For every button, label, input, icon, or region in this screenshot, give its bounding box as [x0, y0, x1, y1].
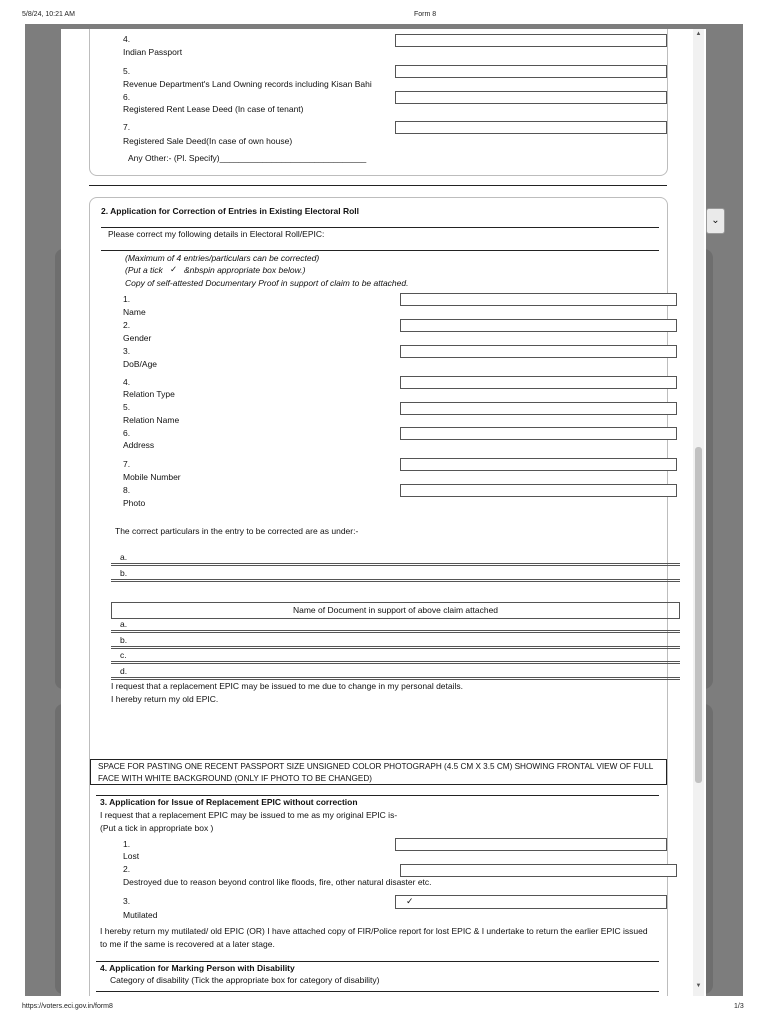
field-number: 1. [123, 294, 131, 304]
field-number: 3. [123, 346, 131, 356]
form-sheet [61, 29, 706, 996]
correct-input-b[interactable] [111, 579, 680, 582]
field-label-photo: Photo [123, 498, 146, 508]
put-tick-text: (Put a tick in appropriate box ) [100, 823, 214, 833]
print-datetime: 5/8/24, 10:21 AM [22, 11, 75, 18]
field-label-address: Address [123, 440, 155, 450]
return-epic-text-line1: I hereby return my mutilated/ old EPIC (OR) I have attached copy of FIR/Police report for lost EPIC & I undertake to return the earlier EPIC issued [100, 926, 648, 936]
relation-type-checkbox-field[interactable] [400, 376, 677, 389]
photo-instruction-line2: FACE WITH WHITE BACKGROUND (ONLY IF PHOTO TO BE CHANGED) [98, 774, 373, 783]
divider [96, 795, 659, 796]
section4-title: 4. Application for Marking Person with Disability [100, 963, 295, 973]
max-entries-note: (Maximum of 4 entries/particulars can be corrected) [125, 253, 320, 263]
doc-item-label: Registered Sale Deed(In case of own house) [123, 136, 293, 146]
doc-sale-deed-input[interactable] [395, 121, 667, 134]
field-number: 8. [123, 485, 131, 495]
doc-item-number: 7. [123, 122, 131, 132]
scrollbar-thumb[interactable] [695, 447, 702, 783]
doc-support-item-b: b. [120, 635, 128, 645]
return-epic-text-line2: to me if the same is recovered at a later stage. [100, 939, 275, 949]
scroll-up-icon[interactable]: ▲ [695, 31, 702, 37]
dob-checkbox-field[interactable] [400, 345, 677, 358]
option-number: 2. [123, 864, 131, 874]
field-label-mobile: Mobile Number [123, 472, 181, 482]
option-label-mutilated: Mutilated [123, 910, 158, 920]
proof-note: Copy of self-attested Documentary Proof in support of claim to be attached. [125, 278, 409, 288]
doc-item-label: Revenue Department's Land Owning records including Kisan Bahi [123, 79, 372, 89]
doc-item-label: Indian Passport [123, 47, 183, 57]
dropdown-chevron-icon[interactable]: ⌄ [706, 208, 725, 234]
doc-rent-deed-input[interactable] [395, 91, 667, 104]
print-page-number: 1/3 [734, 1003, 744, 1010]
field-number: 7. [123, 459, 131, 469]
photo-checkbox-field[interactable] [400, 484, 677, 497]
divider [101, 250, 659, 251]
lost-checkbox[interactable] [395, 838, 667, 851]
doc-support-input-d[interactable] [111, 677, 680, 680]
doc-support-input-a[interactable] [111, 630, 680, 633]
correct-item-a: a. [120, 552, 128, 562]
correct-item-b: b. [120, 568, 128, 578]
option-number: 1. [123, 839, 131, 849]
option-label-lost: Lost [123, 851, 140, 861]
doc-support-item-a: a. [120, 619, 128, 629]
field-number: 2. [123, 320, 131, 330]
mobile-checkbox-field[interactable] [400, 458, 677, 471]
option-label-destroyed: Destroyed due to reason beyond control like floods, fire, other natural disaster etc. [123, 877, 432, 887]
scroll-down-icon[interactable]: ▼ [695, 983, 702, 989]
section2-title: 2. Application for Correction of Entries in Existing Electoral Roll [101, 206, 360, 216]
replacement-epic-text: I request that a replacement EPIC may be issued to me as my original EPIC is- [100, 810, 398, 820]
doc-passport-input[interactable] [395, 34, 667, 47]
divider [101, 227, 659, 228]
relation-name-checkbox-field[interactable] [400, 402, 677, 415]
print-title: Form 8 [414, 11, 437, 18]
correct-particulars-text: The correct particulars in the entry to be corrected are as under:- [115, 526, 359, 536]
doc-support-input-c[interactable] [111, 661, 680, 664]
divider [96, 961, 659, 962]
doc-support-item-c: c. [120, 650, 127, 660]
tick-icon: ✓ [170, 264, 178, 274]
doc-land-records-input[interactable] [395, 65, 667, 78]
vertical-scrollbar[interactable] [693, 29, 704, 996]
return-old-epic-text: I hereby return my old EPIC. [111, 694, 219, 704]
replacement-request-text: I request that a replacement EPIC may be issued to me due to change in my personal details. [111, 681, 463, 691]
checkmark-icon: ✓ [406, 896, 414, 906]
gender-checkbox-field[interactable] [400, 319, 677, 332]
doc-item-label: Registered Rent Lease Deed (In case of tenant) [123, 104, 304, 114]
doc-item-number: 6. [123, 92, 131, 102]
correct-input-a[interactable] [111, 563, 680, 566]
print-url: https://voters.eci.gov.in/form8 [22, 1003, 113, 1010]
field-label-relation-type: Relation Type [123, 389, 175, 399]
mutilated-checkbox[interactable] [395, 895, 667, 909]
field-label-dob: DoB/Age [123, 359, 158, 369]
photo-paste-area[interactable] [90, 759, 667, 785]
section3-title: 3. Application for Issue of Replacement EPIC without correction [100, 797, 358, 807]
doc-item-number: 5. [123, 66, 131, 76]
doc-item-number: 4. [123, 34, 131, 44]
section-divider [89, 185, 667, 186]
field-number: 4. [123, 377, 131, 387]
section2-intro: Please correct my following details in Electoral Roll/EPIC: [108, 229, 325, 239]
field-number: 5. [123, 402, 131, 412]
tick-note-end: &nbspin appropriate box below.) [184, 265, 306, 275]
tick-note-start: (Put a tick [125, 265, 163, 275]
option-number: 3. [123, 896, 131, 906]
address-checkbox-field[interactable] [400, 427, 677, 440]
photo-instruction-line1: SPACE FOR PASTING ONE RECENT PASSPORT SIZE UNSIGNED COLOR PHOTOGRAPH (4.5 CM X 3.5 CM) SHOWING FRONTAL VIEW OF FULL [98, 762, 654, 771]
name-checkbox-field[interactable] [400, 293, 677, 306]
field-label-gender: Gender [123, 333, 152, 343]
section4-subtitle: Category of disability (Tick the appropriate box for category of disability) [110, 975, 380, 985]
doc-support-input-b[interactable] [111, 646, 680, 649]
field-number: 6. [123, 428, 131, 438]
any-other-label[interactable]: Any Other:- (Pl. Specify)_______________________________ [128, 153, 367, 163]
field-label-name: Name [123, 307, 146, 317]
doc-support-item-d: d. [120, 666, 128, 676]
divider [96, 991, 659, 992]
doc-support-header: Name of Document in support of above claim attached [111, 602, 680, 619]
destroyed-checkbox[interactable] [400, 864, 677, 877]
field-label-relation-name: Relation Name [123, 415, 180, 425]
